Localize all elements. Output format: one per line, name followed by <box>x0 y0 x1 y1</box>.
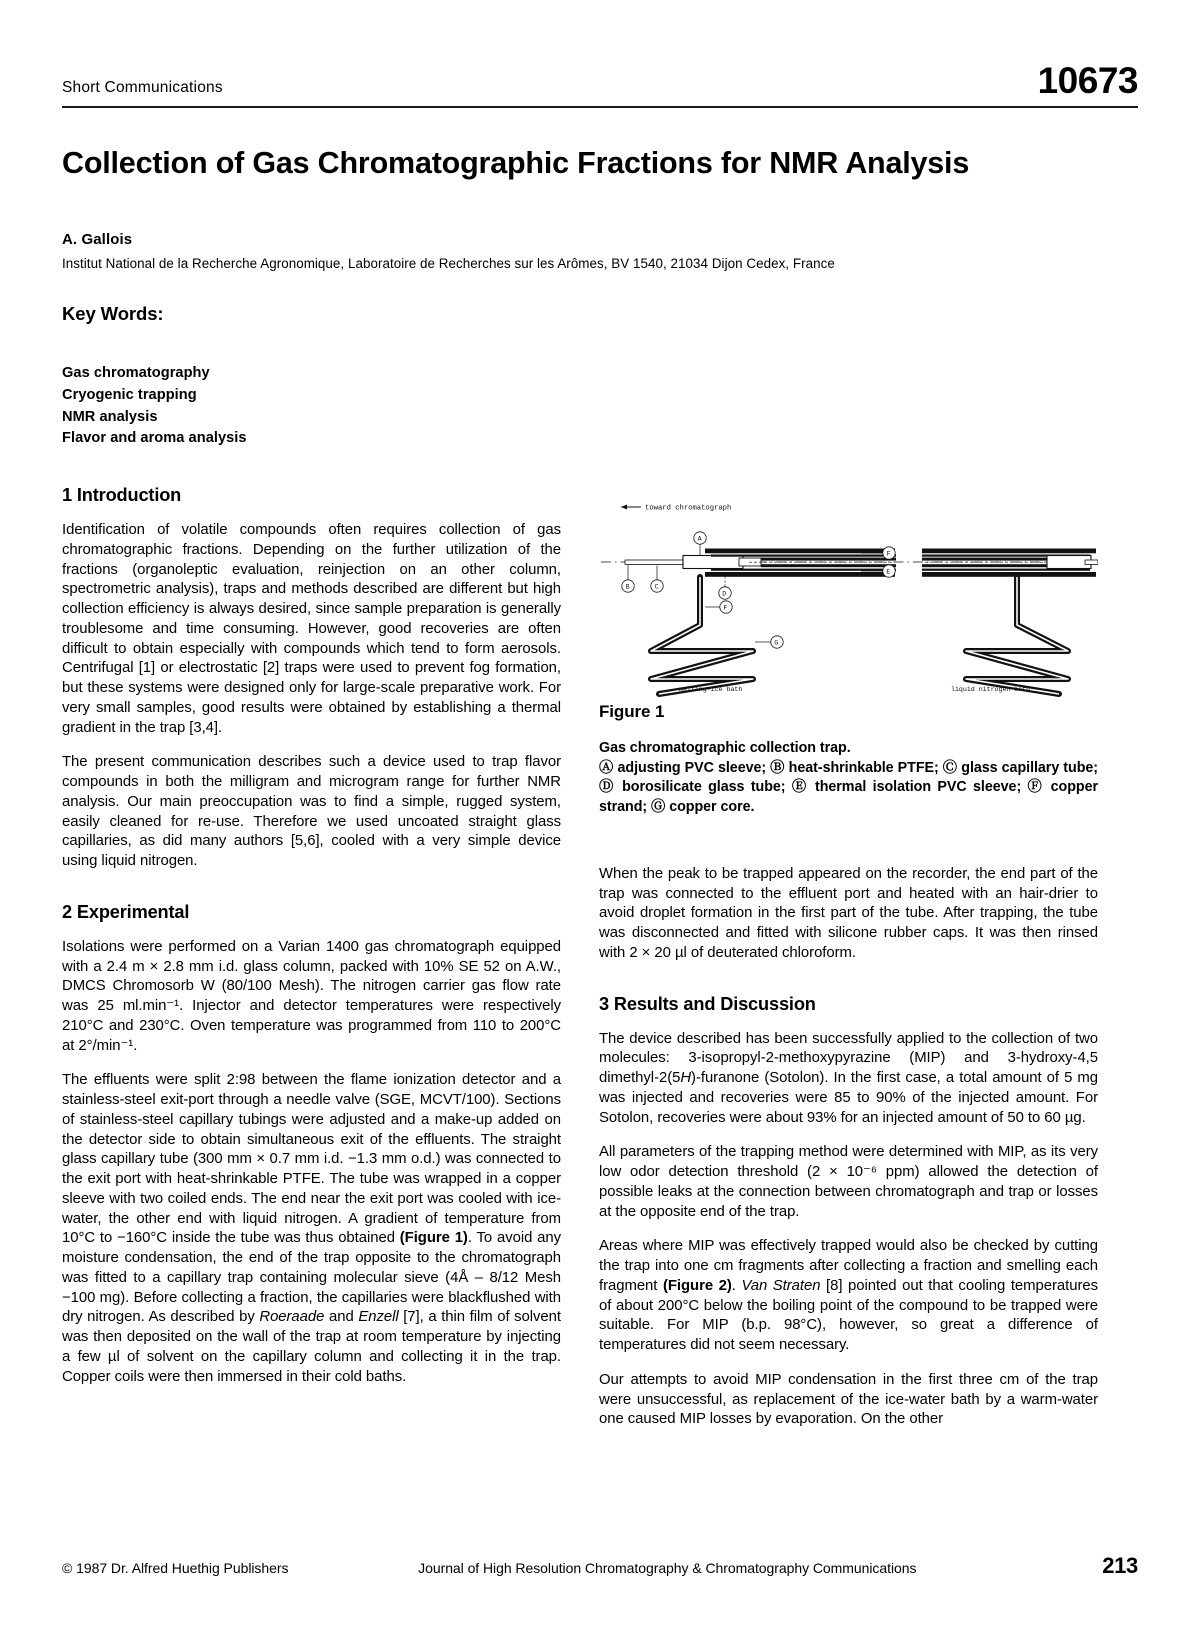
experimental-paragraph-1: Isolations were performed on a Varian 1400 gas chromatograph equipped with a 2.4 m × 2.8 mm i.d. glass column, packed with 10% SE 52 on A.W., DMCS Chromosorb W (80/100 Mesh). The nitrogen carrier gas flow rate was 25 ml.min⁻¹. Injector and detector temperatures were respectively 210°C and 230°C. Oven temperature was programmed from 110 to 200°C at 2°/min⁻¹. <box>62 938 561 1054</box>
figure-label-b: B <box>625 583 630 591</box>
figure-label-e: E <box>886 568 891 576</box>
keywords-heading: Key Words: <box>62 303 164 325</box>
right-column <box>599 485 1098 1430</box>
keyword-item: NMR analysis <box>62 408 158 425</box>
left-copper-coil <box>651 577 753 694</box>
author-name: A. Gallois <box>62 231 133 249</box>
running-head <box>62 0 1138 101</box>
figure-label-f2: F <box>723 604 728 612</box>
experimental-paragraph-2: The effluents were split 2:98 between the flame ionization detector and a stainless-steel exit-port through a needle valve (SGE, MCVT/100). Sections of stainless-steel capillary tubings were adjusted and a make-up added on the detector side to obtain simultaneous exit of the effluents. The straight glass capillary tube (300 mm × 0.7 mm i.d. −1.3 mm o.d.) was connected to the exit port with heat-shrinkable PTFE. The tube was wrapped in a copper sleeve with two coiled ends. The end near the exit port was cooled with ice-water, the other end with liquid nitrogen. A gradient of temperature from 10°C to −160°C inside the tube was thus obtained (Figure 1). To avoid any moisture condensation, the end of the trap opposite to the chromatograph was fitted to a capillary trap containing molecular sieve (4Å – 8/12 Mesh −100 mg). Before collecting a fraction, the capillaries were blackflushed with dry nitrogen. As described by Roeraade and Enzell [7], a thin film of solvent was then deposited on the wall of the trap at room temperature by injecting a few µl of solvent on the capillary column and collecting it in the trap. Copper coils were then immersed in their cold baths. <box>62 1072 561 1385</box>
figure-callout-b <box>622 565 634 592</box>
figure-1-image <box>599 485 1098 698</box>
figure-label-a: A <box>697 535 702 543</box>
figure-annotation-nitrogen-bath: liquid nitrogen bath <box>951 686 1031 694</box>
left-column <box>62 485 561 1430</box>
intro-paragraph-2: The present communication describes such a device used to trap flavor compounds in both the milligram and microgram range for further NMR analysis. Our main preoccupation was to find a simple, rugged system, easily cleaned for re-use. Therefore we used uncoated straight glass capillaries, as did many authors [5,6], cooled with a very simple device using liquid nitrogen. <box>62 754 561 870</box>
results-paragraph-1: The device described has been successfully applied to the collection of two molecules: 3-isopropyl-2-methoxypyrazine (MIP) and 3-hydroxy-4,5 dimethyl-2(5H)-furanone (Sotolon). In the first case, a total amount of 5 mg was injected and recoveries were 85 to 90% of the injected amount. For Sotolon, recoveries were about 93% for an injected amount of 50 to 60 µg. <box>599 1030 1098 1126</box>
figure-label-d: D <box>722 590 727 598</box>
running-head-left: Short Communications <box>62 78 223 96</box>
running-head-article-number: 10673 <box>1037 59 1138 101</box>
results-paragraph-3: Areas where MIP was effectively trapped would also be checked by cutting the trap into one cm fragments after collecting a fraction and smelling each fragment (Figure 2). Van Straten [8] pointed out that cooling temperatures of about 200°C below the boiling point of the compound to be trapped were suitable. For MIP (b.p. 98°C), however, so great a difference of temperatures did not seem necessary. <box>599 1238 1098 1354</box>
keyword-item: Gas chromatography <box>62 365 210 382</box>
figure-annotation-toward: toward chromatograph <box>645 504 732 513</box>
author-affiliation: Institut National de la Recherche Agronomique, Laboratoire de Recherches sur les Arômes, BV 1540, 21034 Dijon Cedex, France <box>62 256 835 272</box>
keyword-item: Cryogenic trapping <box>62 386 197 403</box>
page-footer <box>62 1553 1138 1579</box>
toward-chromatograph-annotation <box>621 505 731 513</box>
results-paragraph-4: Our attempts to avoid MIP condensation in the first three cm of the trap were unsuccessful, as replacement of the ice-water bath by a warm-water one caused MIP losses by evaporation. On the other <box>599 1371 1098 1428</box>
section-heading-results: 3 Results and Discussion <box>599 993 816 1014</box>
figure-1 <box>599 485 1098 817</box>
section-heading-introduction: 1 Introduction <box>62 485 182 506</box>
results-paragraph-2: All parameters of the trapping method were determined with MIP, as its very low odor detection threshold (2 × 10⁻⁶ ppm) allowed the detection of possible leaks at the connection between chromatograph and trap or losses at the opposite end of the trap. <box>599 1144 1098 1220</box>
figure-caption-items: Ⓐ adjusting PVC sleeve; Ⓑ heat-shrinkable PTFE; Ⓒ glass capillary tube; Ⓓ borosilicate glass tube; Ⓔ thermal isolation PVC sleeve; Ⓕ copper strand; Ⓖ copper core. <box>599 760 1098 815</box>
figure-spacer <box>599 821 1098 865</box>
header-divider <box>62 106 1138 108</box>
footer-journal-name: Journal of High Resolution Chromatography & Chromatography Communications <box>418 1560 917 1576</box>
figure-caption-title: Gas chromatographic collection trap. <box>599 740 851 757</box>
figure-label: Figure 1 <box>599 702 665 722</box>
figure-label-g: G <box>774 639 779 647</box>
figure-callout-g <box>755 636 783 648</box>
footer-page-number: 213 <box>1102 1553 1138 1578</box>
keyword-item: Flavor and aroma analysis <box>62 430 247 447</box>
figure-callout-c <box>651 566 663 593</box>
figure-callout-copper-strand <box>705 601 732 613</box>
intro-paragraph-1: Identification of volatile compounds often requires collection of gas chromatographic fractions. Depending on the further utilization of the fractions (organoleptic evaluation, reinjection on an other column, spectrometric analysis), traps and methods described are different but high collection efficiency is always desired, since sample preparation is generally troublesome and time consuming. However, good recoveries are often difficult to obtain especially with compounds which tend to form aerosols. Centrifugal [1] or electrostatic [2] traps were used to prevent fog formation, but these systems were designed only for large-scale preparative work. For very small samples, good results were obtained by establishing a thermal gradient in the trap [3,4]. <box>62 522 561 736</box>
page-title: Collection of Gas Chromatographic Fractions for NMR Analysis <box>62 146 970 180</box>
collection-trap-diagram <box>599 485 1098 698</box>
figure-label-c: C <box>654 583 659 591</box>
footer-copyright: © 1987 Dr. Alfred Huethig Publishers <box>62 1560 289 1576</box>
body-columns <box>62 485 1138 1430</box>
figure-annotation-ice-bath: melting-ice bath <box>679 686 743 694</box>
figure-callout-d <box>719 577 731 600</box>
figure-callout-a <box>694 532 706 555</box>
figure-label-f: F <box>886 550 891 558</box>
section-heading-experimental: 2 Experimental <box>62 901 190 922</box>
figure-caption <box>599 739 1098 817</box>
keywords-list <box>62 363 1138 450</box>
trapping-paragraph: When the peak to be trapped appeared on the recorder, the end part of the trap was connected to the effluent port and heated with an hair-drier to avoid droplet formation in the first part of the tube. After trapping, the tube was disconnected and fitted with silicone rubber caps. It was then rinsed with 2 × 20 µl of deuterated chloroform. <box>599 865 1098 961</box>
